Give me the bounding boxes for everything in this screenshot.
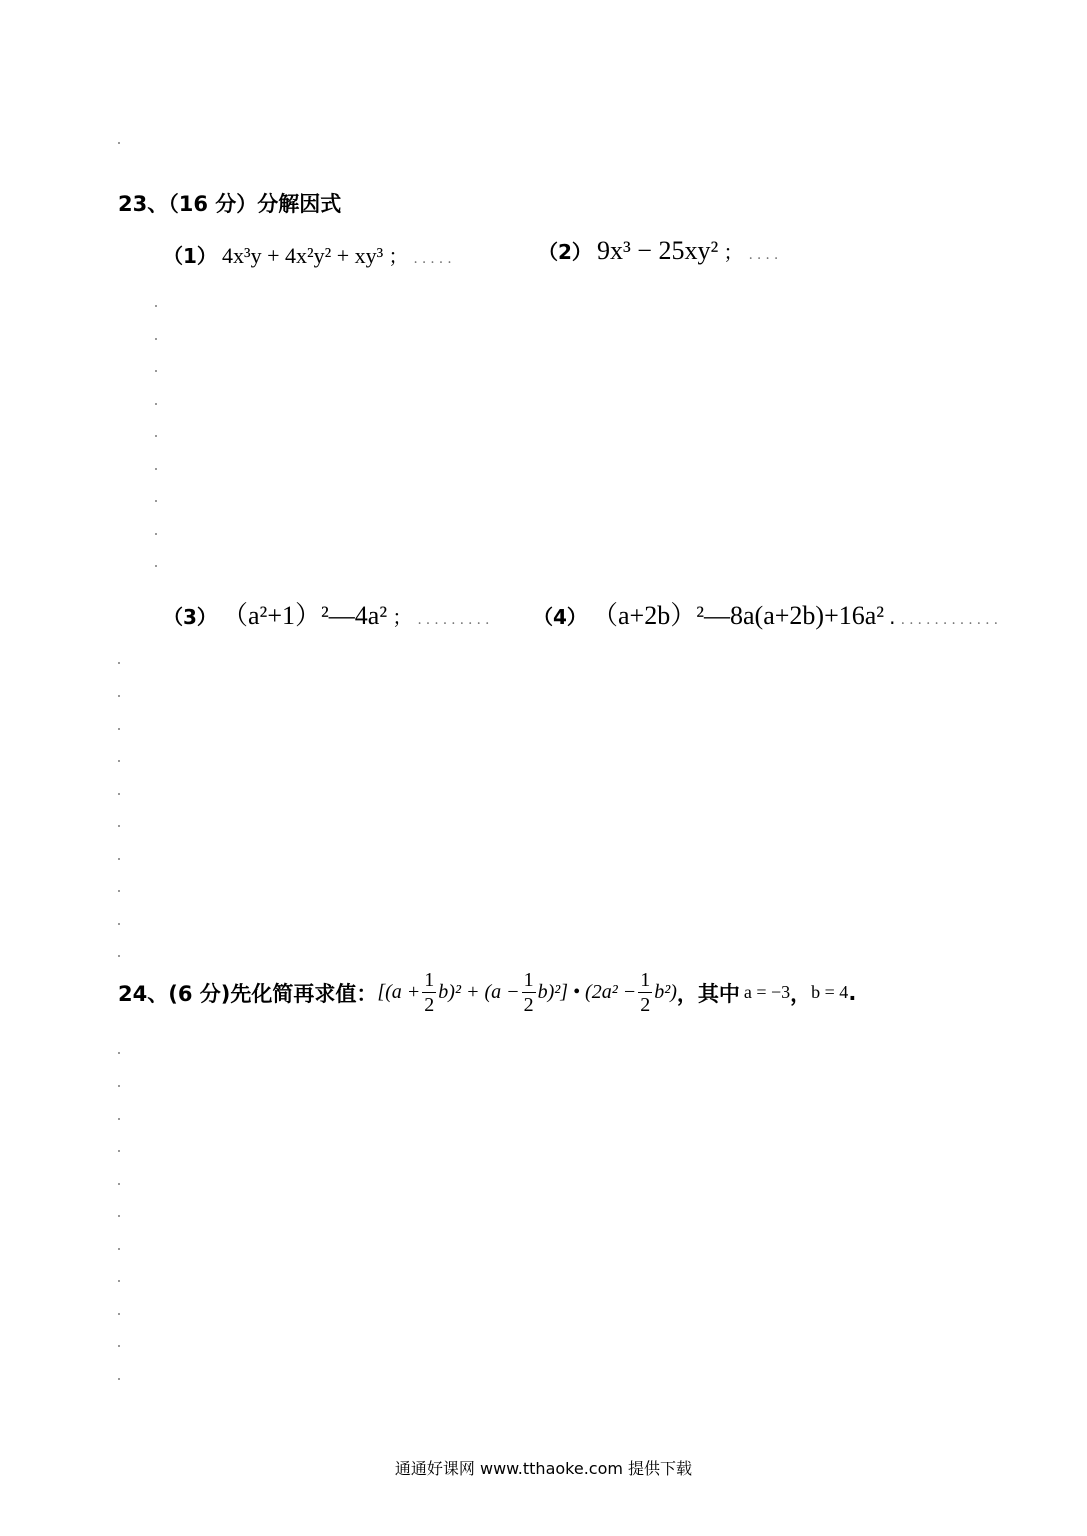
margin-tick — [118, 1085, 120, 1087]
frac-numerator: 1 — [523, 969, 534, 991]
margin-tick — [118, 1052, 120, 1054]
q23-part1-label: （1） — [163, 244, 217, 268]
q23-part2 — [538, 236, 782, 266]
margin-tick — [118, 142, 120, 144]
frac-denominator: 2 — [424, 994, 435, 1016]
margin-tick — [118, 955, 120, 957]
frac-denominator: 2 — [523, 994, 534, 1016]
margin-tick — [118, 662, 120, 664]
q24-expr-open: [(a + — [377, 981, 421, 1003]
margin-tick — [118, 1378, 120, 1380]
margin-tick — [155, 435, 157, 437]
q24-comma: ， — [790, 981, 812, 1006]
q23-part3-leader: ......... — [417, 612, 494, 628]
margin-tick — [118, 1345, 120, 1347]
margin-tick — [118, 695, 120, 697]
margin-tick — [118, 1183, 120, 1185]
q23-part2-expr: 9x³ − 25xy² — [597, 236, 719, 265]
frac-numerator: 1 — [640, 969, 651, 991]
margin-tick — [118, 728, 120, 730]
q23-part3-expr: （a²+1）²—4a² — [222, 601, 388, 630]
margin-tick — [118, 1280, 120, 1282]
q23-part4-expr: （a+2b）²—8a(a+2b)+16a² — [592, 601, 885, 630]
margin-tick — [155, 338, 157, 340]
margin-tick — [118, 1215, 120, 1217]
margin-tick — [118, 923, 120, 925]
frac-numerator: 1 — [424, 969, 435, 991]
q23-part3-punct: ； — [392, 605, 413, 629]
q23-part1 — [163, 240, 456, 269]
q24-expr-part2: b)²] • (2a² − — [537, 981, 637, 1003]
margin-tick — [118, 858, 120, 860]
q24-expr-part1: b)² + (a − — [438, 981, 520, 1003]
margin-tick — [155, 533, 157, 535]
q23-part4-leader: ............ — [900, 612, 1003, 628]
margin-tick — [155, 403, 157, 405]
q23-part4-punct: . — [889, 605, 896, 629]
margin-tick — [118, 1118, 120, 1120]
margin-tick — [118, 1248, 120, 1250]
margin-tick — [118, 1150, 120, 1152]
margin-tick — [118, 760, 120, 762]
q24-cond-a: a = −3 — [743, 982, 791, 1002]
q23-part1-expr: 4x³y + 4x²y² + xy³ — [222, 243, 384, 268]
q23-heading: 23、（16 分）分解因式 — [118, 192, 342, 216]
q24-frac-2 — [522, 970, 536, 1015]
q24-frac-1 — [422, 970, 436, 1015]
margin-tick — [155, 370, 157, 372]
margin-tick — [155, 468, 157, 470]
margin-tick — [118, 1313, 120, 1315]
margin-tick — [155, 565, 157, 567]
margin-tick — [118, 825, 120, 827]
q24-line — [118, 970, 856, 1015]
q23-part4 — [533, 595, 1002, 632]
margin-tick — [118, 793, 120, 795]
q24-expr-part3: b²) — [654, 981, 677, 1003]
margin-tick — [118, 890, 120, 892]
q24-frac-3 — [638, 970, 652, 1015]
q24-heading: 24、(6 分)先化简再求值： — [118, 981, 378, 1006]
q24-where-label: ，其中 — [676, 981, 740, 1006]
q23-part3-label: （3） — [163, 605, 217, 629]
q23-part2-leader: .... — [748, 247, 783, 263]
margin-tick — [155, 305, 157, 307]
q23-part2-label: （2） — [538, 240, 592, 264]
frac-denominator: 2 — [640, 994, 651, 1016]
q24-end: . — [848, 980, 857, 1005]
q23-part2-punct: ； — [723, 240, 744, 264]
margin-tick — [155, 500, 157, 502]
q23-part3 — [163, 595, 493, 632]
q24-cond-b: b = 4 — [811, 982, 849, 1002]
q23-part1-punct: ； — [388, 244, 409, 268]
q23-part4-label: （4） — [533, 605, 587, 629]
q23-part1-leader: ..... — [413, 251, 456, 267]
footer-text: 通通好课网 www.tthaoke.com 提供下载 — [394, 1459, 693, 1478]
